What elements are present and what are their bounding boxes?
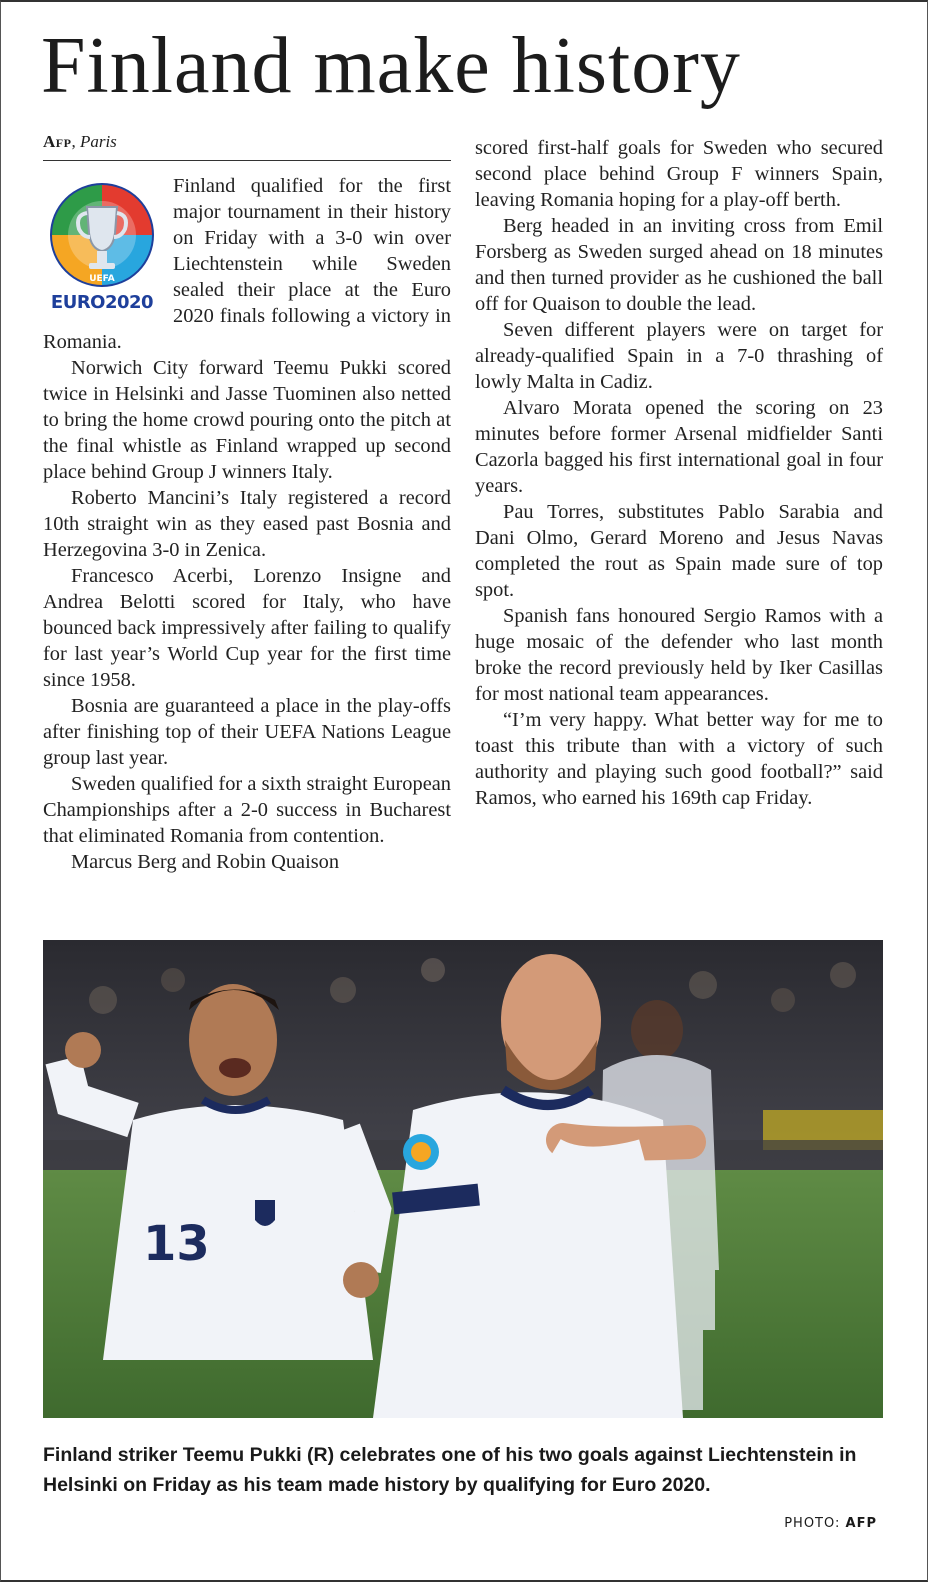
col1-paragraph-6: Sweden qualified for a sixth straight European Championships after a 2-0 success in Bucharest that eliminated Romania from contention. (43, 773, 451, 847)
col1-paragraph-7: Marcus Berg and Robin Quaison (71, 851, 340, 873)
byline: Afp, Paris (43, 130, 451, 161)
col1-paragraph-5: Bosnia are guaranteed a place in the play-offs after finishing top of their UEFA Nations League group last year. (43, 695, 451, 769)
col1-paragraph-3: Roberto Mancini’s Italy registered a record 10th straight win as they eased past Bosnia and Herzegovina 3-0 in Zenica. (43, 487, 451, 561)
euro2020-logo (43, 181, 161, 319)
photo-caption: Finland striker Teemu Pukki (R) celebrates one of his two goals against Liechtenstein in Helsinki on Friday as his team made history by qualifying for Euro 2020. (43, 1444, 857, 1496)
col1-paragraph-1: Finland qualified for the first major tournament in their history on Friday with a 3-0 win over Liechtenstein while Sweden sealed their place at the Euro 2020 finals following a victory in Romania. (43, 175, 451, 353)
col2-paragraph-7: “I’m very happy. What better way for me to toast this tribute than with a victory of such authority and playing such good football?” said Ramos, who earned his 169th cap Friday. (475, 709, 883, 809)
col2-paragraph-1: scored first-half goals for Sweden who secured second place behind Group F winners Spain, leaving Romania hoping for a play-off berth. (475, 137, 883, 211)
article-column-2 (475, 135, 883, 920)
col2-paragraph-4: Alvaro Morata opened the scoring on 23 minutes before former Arsenal midfielder Santi Cazorla bagged his first international goal in four years. (475, 397, 883, 497)
headline: Finland make history (41, 22, 741, 110)
col2-paragraph-3: Seven different players were on target for already-qualified Spain in a 7-0 thrashing of lowly Malta in Cadiz. (475, 319, 883, 393)
col1-paragraph-2: Norwich City forward Teemu Pukki scored twice in Helsinki and Jasse Tuominen also netted to bring the home crowd pouring onto the pitch at the final whistle as Finland wrapped up second place behind Group J winners Italy. (43, 357, 451, 483)
byline-city: Paris (79, 132, 117, 151)
logo-euro2020-text: EURO2020 (50, 292, 154, 313)
celebration-photo-illustration (43, 940, 883, 1418)
article-column-1 (43, 173, 451, 918)
photo-credit (784, 1516, 877, 1531)
euro2020-trophy-icon (43, 181, 161, 293)
col2-paragraph-5: Pau Torres, substitutes Pablo Sarabia and Dani Olmo, Gerard Moreno and Jesus Navas completed the rout as Spain made sure of top spot. (475, 501, 883, 601)
byline-agency: Afp (43, 132, 72, 151)
logo-uefa-text: UEFA (89, 274, 115, 284)
match-photo (43, 940, 883, 1418)
col2-paragraph-2: Berg headed in an inviting cross from Emil Forsberg as Sweden surged ahead on 18 minutes and then turned provider as he cushioned the ball off for Quaison to double the lead. (475, 215, 883, 315)
col1-paragraph-4: Francesco Acerbi, Lorenzo Insigne and Andrea Belotti scored for Italy, who have bounced back impressively after failing to qualify for last year’s World Cup year for the first time since 1958. (43, 565, 451, 691)
shirt-number: 13 (143, 1216, 210, 1272)
photo-credit-source: AFP (845, 1516, 877, 1531)
photo-credit-label: PHOTO: (784, 1516, 841, 1531)
col2-paragraph-6: Spanish fans honoured Sergio Ramos with a huge mosaic of the defender who last month broke the record previously held by Iker Casillas for most national team appearances. (475, 605, 883, 705)
